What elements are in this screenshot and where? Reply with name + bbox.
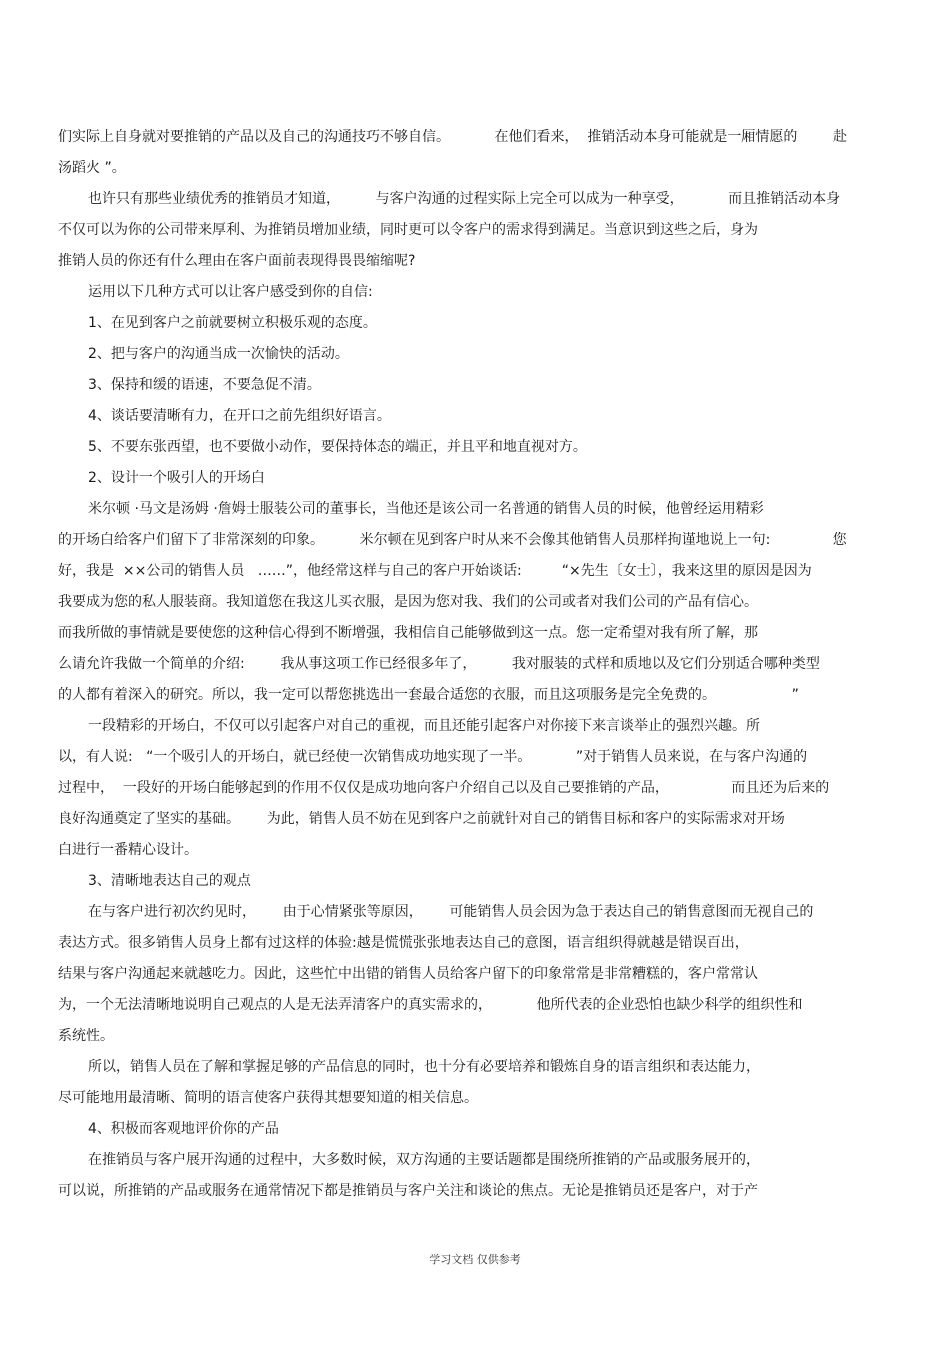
text-line: 4、谈话要清晰有力，在开口之前先组织好语言。 <box>88 408 391 424</box>
text-line: 2、设计一个吸引人的开场白 <box>88 470 265 486</box>
text-line: 们实际上自身就对要推销的产品以及自己的沟通技巧不够自信。 在他们看来， 推销活动本身可能就是一厢情愿的 赴 <box>58 129 848 145</box>
text-line: 良好沟通奠定了坚实的基础。 为此，销售人员不妨在见到客户之前就针对自己的销售目标和客户的实际需求对开场 <box>58 811 785 827</box>
text-line: 我要成为您的私人服装商。我知道您在我这儿买衣服，是因为您对我、我们的公司或者对我们公司的产品有信心。 <box>58 594 758 610</box>
text-line: 推销人员的你还有什么理由在客户面前表现得畏畏缩缩呢? <box>58 253 416 269</box>
page-footer: 学习文档 仅供参考 <box>429 1253 521 1266</box>
text-line: 4、积极而客观地评价你的产品 <box>88 1121 279 1137</box>
text-line: 好，我是 ××公司的销售人员 ……”，他经常这样与自己的客户开始谈话: “×先生〔女士〕，我来这里的原因是因为 <box>58 563 812 579</box>
text-line: 在推销员与客户展开沟通的过程中，大多数时候，双方沟通的主要话题都是围绕所推销的产品或服务展开的， <box>88 1152 760 1168</box>
text-line: 的开场白给客户们留下了非常深刻的印象。 米尔顿在见到客户时从来不会像其他销售人员那样拘谨地说上一句: 您 <box>58 532 847 548</box>
text-line: 2、把与客户的沟通当成一次愉快的活动。 <box>88 346 349 362</box>
text-line: 而我所做的事情就是要使您的这种信心得到不断增强，我相信自己能够做到这一点。您一定希望对我有所了解，那 <box>58 625 758 641</box>
text-line: 结果与客户沟通起来就越吃力。因此，这些忙中出错的销售人员给客户留下的印象常常是非常糟糕的，客户常常认 <box>58 966 758 982</box>
text-line: 3、清晰地表达自己的观点 <box>88 873 251 889</box>
text-line: 一段精彩的开场白，不仅可以引起客户对自己的重视，而且还能引起客户对你接下来言谈举止的强烈兴趣。所 <box>88 718 760 734</box>
text-line: 白进行一番精心设计。 <box>58 842 198 858</box>
text-line: 在与客户进行初次约见时， 由于心情紧张等原因， 可能销售人员会因为急于表达自己的销售意图而无视自己的 <box>88 904 814 920</box>
text-line: 不仅可以为你的公司带来厚利、为推销员增加业绩，同时更可以令客户的需求得到满足。当意识到这些之后，身为 <box>58 222 758 238</box>
text-line: 汤蹈火 ”。 <box>58 160 126 176</box>
text-line: 系统性。 <box>58 1028 114 1044</box>
text-line: 过程中， 一段好的开场白能够起到的作用不仅仅是成功地向客户介绍自己以及自己要推销的产品， 而且还为后来的 <box>58 780 830 796</box>
text-line: 的人都有着深入的研究。所以，我一定可以帮您挑选出一套最合适您的衣服，而且这项服务是完全免费的。 ” <box>58 687 799 703</box>
text-line: 运用以下几种方式可以让客户感受到你的自信: <box>88 284 373 300</box>
text-line: 5、不要东张西望，也不要做小动作，要保持体态的端正，并且平和地直视对方。 <box>88 439 587 455</box>
text-line: 以，有人说: “一个吸引人的开场白，就已经使一次销售成功地实现了一半。 ”对于销售人员来说，在与客户沟通的 <box>58 749 808 765</box>
text-line: 1、在见到客户之前就要树立积极乐观的态度。 <box>88 315 377 331</box>
body-text <box>58 122 888 1207</box>
text-line: 米尔顿 ·马文是汤姆 ·詹姆士服装公司的董事长，当他还是该公司一名普通的销售人员的时候，他曾经运用精彩 <box>88 501 764 517</box>
text-line: 尽可能地用最清晰、简明的语言使客户获得其想要知道的相关信息。 <box>58 1090 478 1106</box>
text-line: 所以，销售人员在了解和掌握足够的产品信息的同时，也十分有必要培养和锻炼自身的语言组织和表达能力， <box>88 1059 760 1075</box>
text-line: 么请允许我做一个简单的介绍: 我从事这项工作已经很多年了， 我对服装的式样和质地以及它们分别适合哪种类型 <box>58 656 820 672</box>
text-line: 为，一个无法清晰地说明自己观点的人是无法弄清客户的真实需求的， 他所代表的企业恐怕也缺少科学的组织性和 <box>58 997 803 1013</box>
text-line: 表达方式。很多销售人员身上都有过这样的体验:越是慌慌张张地表达自己的意图，语言组织得就越是错误百出， <box>58 935 749 951</box>
text-line: 3、保持和缓的语速，不要急促不清。 <box>88 377 321 393</box>
text-line: 可以说，所推销的产品或服务在通常情况下都是推销员与客户关注和谈论的焦点。无论是推销员还是客户，对于产 <box>58 1183 758 1199</box>
text-line: 也许只有那些业绩优秀的推销员才知道， 与客户沟通的过程实际上完全可以成为一种享受， 而且推销活动本身 <box>88 191 841 207</box>
